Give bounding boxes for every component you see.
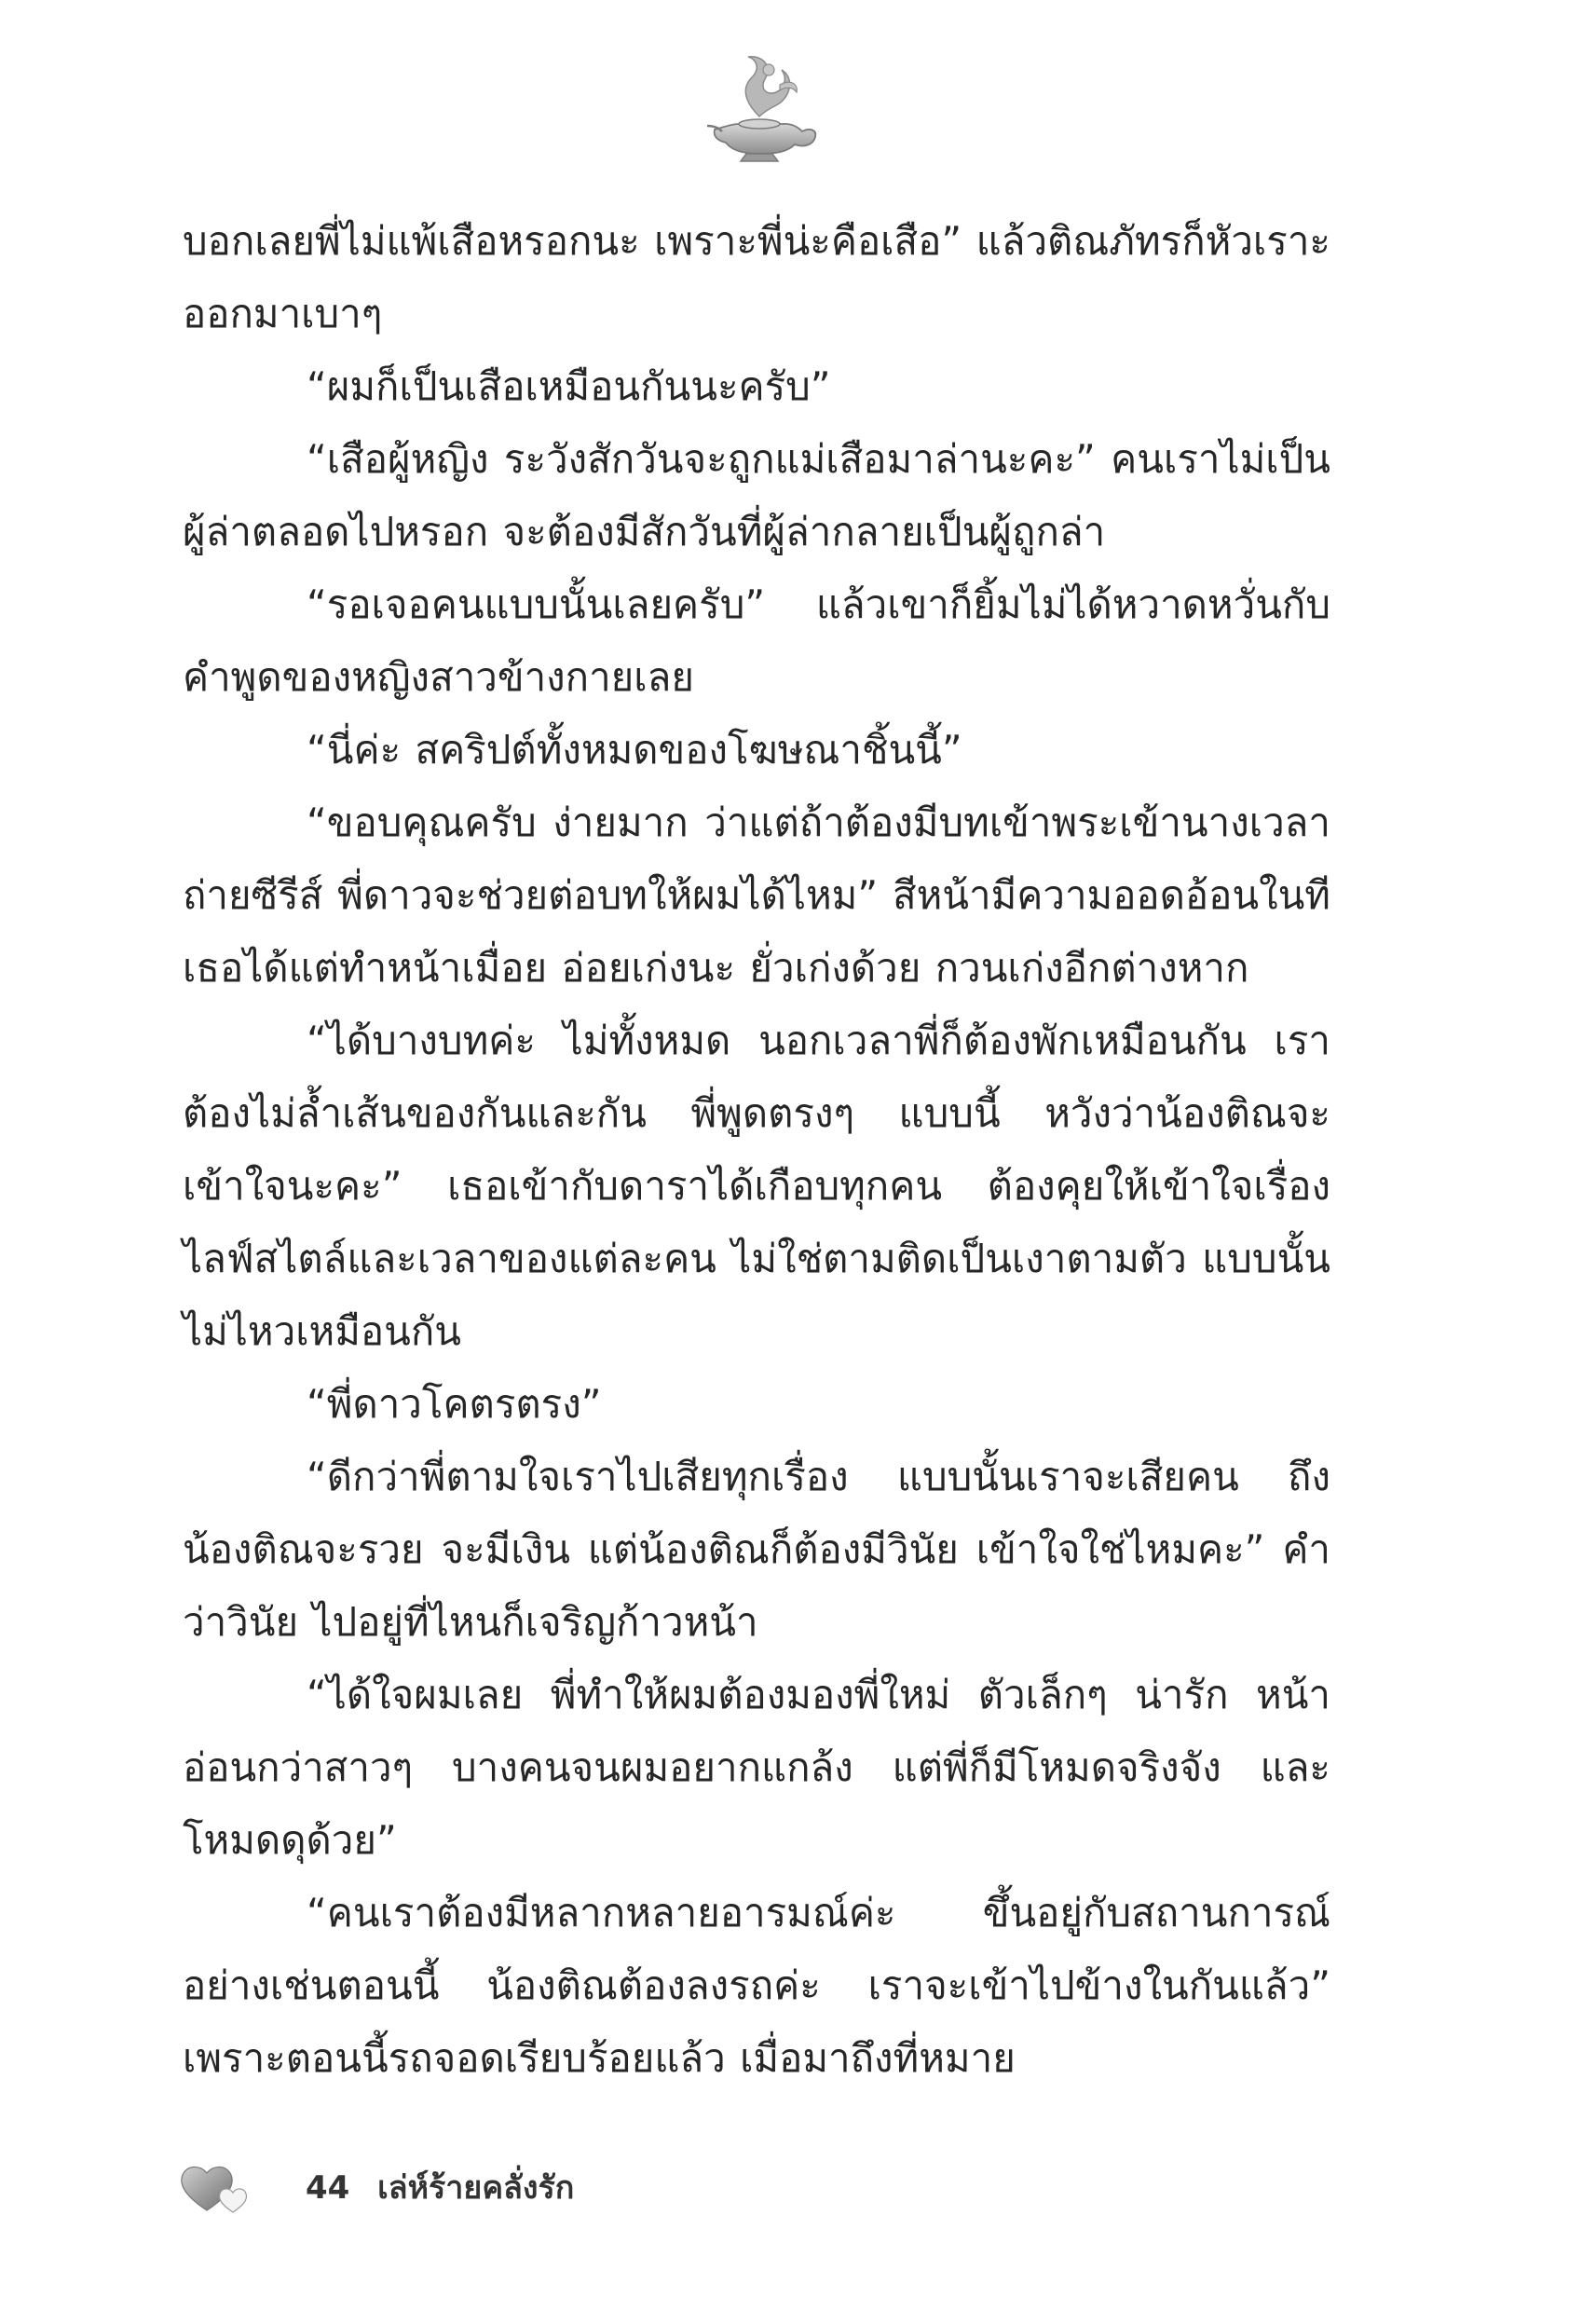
paragraph: “ได้ใจผมเลย พี่ทำให้ผมต้องมองพี่ใหม่ ตัวเล็กๆ น่ารัก หน้าอ่อนกว่าสาวๆ บางคนจนผมอยากแกล้ง แต่พี่ก็มีโหมดจริงจัง และโหมดดุด้วย” <box>183 1672 1330 1863</box>
page-number: 44 <box>306 2169 350 2207</box>
paragraph: “รอเจอคนแบบนั้นเลยครับ” แล้วเขาก็ยิ้มไม่ได้หวาดหวั่นกับคำพูดของหญิงสาวข้างกายเลย <box>183 581 1330 700</box>
paragraph: “นี่ค่ะ สคริปต์ทั้งหมดของโฆษณาชิ้นนี้” <box>307 727 962 773</box>
genie-lamp-ornament-icon <box>694 51 825 163</box>
paragraph: “คนเราต้องมีหลากหลายอารมณ์ค่ะ ขึ้นอยู่กับสถานการณ์อย่างเช่นตอนนี้ น้องติณต้องลงรถค่ะ เราจะเข้าไปข้างในกันแล้ว” เพราะตอนนี้รถจอดเรียบร้อยแล้ว เมื่อมาถึงที่หมาย <box>183 1890 1330 2081</box>
paragraph: บอกเลยพี่ไม่แพ้เสือหรอกนะ เพราะพี่น่ะคือเสือ” แล้วติณภัทรก็หัวเราะออกมาเบาๆ <box>183 218 1330 336</box>
book-title: เล่ห์ร้ายคลั่งรัก <box>377 2169 575 2207</box>
paragraph: “เสือผู้หญิง ระวังสักวันจะถูกแม่เสือมาล่านะคะ” คนเราไม่เป็นผู้ล่าตลอดไปหรอก จะต้องมีสักวันที่ผู้ล่ากลายเป็นผู้ถูกล่า <box>183 436 1330 554</box>
hearts-icon <box>175 2154 259 2220</box>
paragraph: “ผมก็เป็นเสือเหมือนกันนะครับ” <box>307 363 831 409</box>
story-body <box>183 205 1330 2095</box>
paragraph: “ได้บางบทค่ะ ไม่ทั้งหมด นอกเวลาพี่ก็ต้องพักเหมือนกัน เราต้องไม่ล้ำเส้นของกันและกัน พี่พูดตรงๆ แบบนี้ หวังว่าน้องติณจะเข้าใจนะคะ” เธอเข้ากับดาราได้เกือบทุกคน ต้องคุยให้เข้าใจเรื่องไลฟ์สไตล์และเวลาของแต่ละคน ไม่ใช่ตามติดเป็นเงาตามตัว แบบนั้นไม่ไหวเหมือนกัน <box>183 1018 1330 1354</box>
page-footer <box>175 2154 734 2229</box>
paragraph: “ขอบคุณครับ ง่ายมาก ว่าแต่ถ้าต้องมีบทเข้าพระเข้านางเวลาถ่ายซีรีส์ พี่ดาวจะช่วยต่อบทให้ผมได้ไหม” สีหน้ามีความออดอ้อนในทีเธอได้แต่ทำหน้าเมื่อย อ่อยเก่งนะ ยั่วเก่งด้วย กวนเก่งอีกต่างหาก <box>183 800 1330 991</box>
paragraph: “ดีกว่าพี่ตามใจเราไปเสียทุกเรื่อง แบบนั้นเราจะเสียคน ถึงน้องติณจะรวย จะมีเงิน แต่น้องติณก็ต้องมีวินัย เข้าใจใช่ไหมคะ” คำว่าวินัย ไปอยู่ที่ไหนก็เจริญก้าวหน้า <box>183 1454 1330 1645</box>
footer-text <box>306 2162 574 2212</box>
paragraph: “พี่ดาวโคตรตรง” <box>307 1381 602 1427</box>
